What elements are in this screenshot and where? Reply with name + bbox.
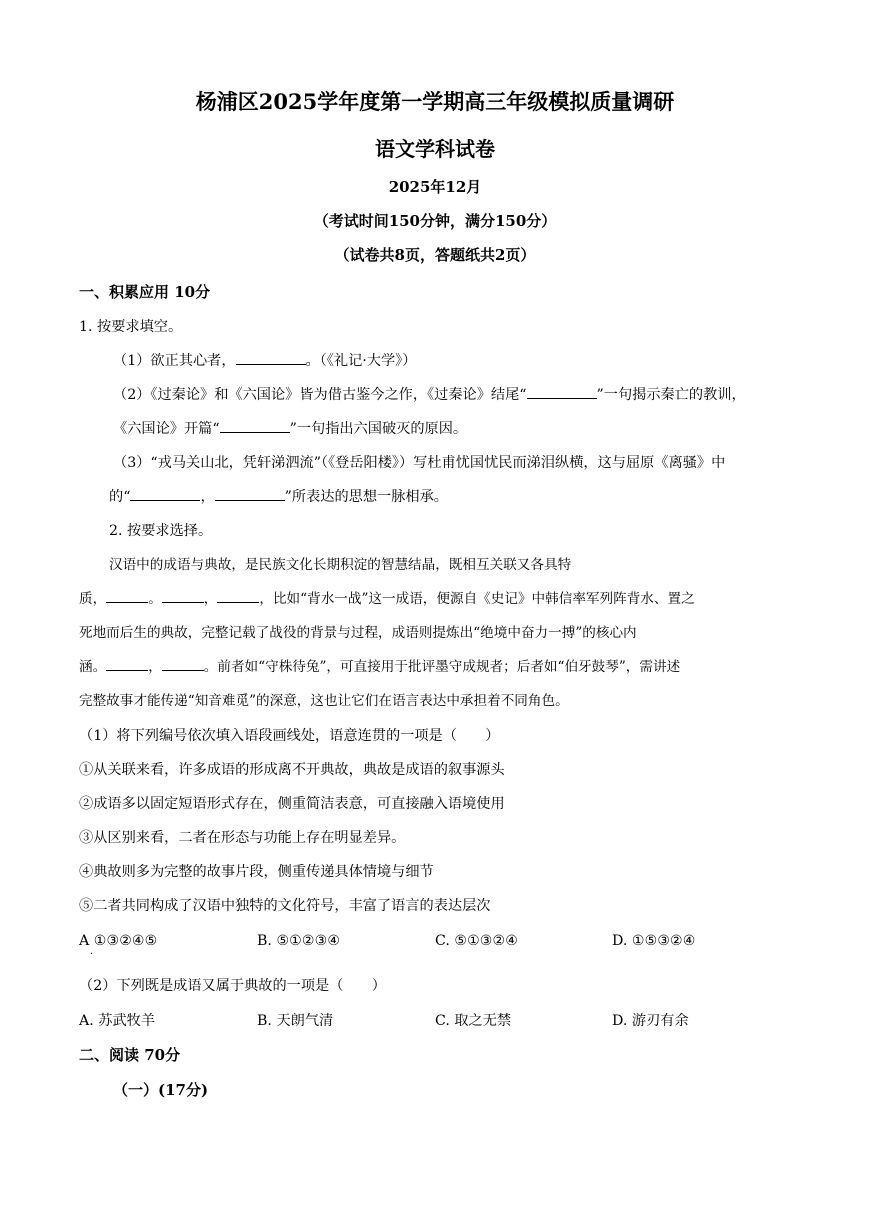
q2-sub1-option-d[interactable]: D. ①⑤③②④ [612,933,696,949]
q2-sub2-stem: （2）下列既是成语又属于典故的一项是（ ） [79,978,386,994]
q2-passage-4c: 。前者如“守株待兔”，可直接用于批评墨守成规者；后者如“伯牙鼓琴”，需讲述 [203,659,681,675]
q1-label: 1. 按要求填空。 [79,319,183,335]
q2-sub1-item: ③从区别来看，二者在形态与功能上存在明显差异。 [79,830,406,846]
blank-line[interactable] [527,385,597,399]
q2-sub1-option-b[interactable]: B. ⑤①②③④ [257,933,341,949]
q2-passage-2c: ， [203,591,218,607]
q1-item2-text-d: ”一句指出六国破灭的原因。 [289,421,468,437]
q2-passage-4a: 涵。 [79,659,107,675]
q2-passage-line5: 完整故事才能传递“知音难觅”的深意，这也让它们在语言表达中承担着不同角色。 [79,693,569,709]
q1-item3-text-b: 的“ [109,489,131,505]
blank-line[interactable] [217,589,259,603]
q2-sub2-option-a[interactable]: A. 苏武牧羊 [79,1013,156,1029]
q2-sub1-item: ⑤二者共同构成了汉语中独特的文化符号，丰富了语言的表达层次 [79,898,491,914]
exam-pages-info: （试卷共8页，答题纸共2页） [334,246,536,264]
blank-line[interactable] [162,589,204,603]
q2-passage-2a: 质， [79,591,107,607]
q1-item3-line1: （3）“戎马关山北，凭轩涕泗流”（《登岳阳楼》）写杜甫忧国忧民而涕泪纵横，这与屈原《离骚》中 [113,455,726,471]
exam-time-info: （考试时间150分钟，满分150分） [313,212,557,230]
q2-passage-line4 [79,657,680,677]
q1-item3-text-c: ， [200,489,215,505]
q2-sub2-option-c[interactable]: C. 取之无禁 [435,1013,512,1029]
q2-label: 2. 按要求选择。 [109,523,213,539]
section2-heading: 二、阅读 70分 [79,1046,181,1064]
q1-item3-text-d: ”所表达的思想一脉相承。 [284,489,448,505]
q2-sub2-option-d[interactable]: D. 游刃有余 [612,1013,689,1029]
blank-line[interactable] [130,487,200,501]
q2-sub1-stem: （1）将下列编号依次填入语段画线处，语意连贯的一项是（ ） [79,728,500,744]
q1-item1-text-b: 。（《礼记·大学》） [305,353,417,369]
q1-item2-line2 [113,419,467,439]
q1-item3-line2 [109,487,448,507]
emphasis-dot: · [90,949,94,960]
section1-heading: 一、积累应用 10分 [79,283,211,301]
blank-line[interactable] [106,589,148,603]
q2-sub1-item: ①从关联来看，许多成语的形成离不开典故，典故是成语的叙事源头 [79,762,505,778]
q2-sub1-item: ②成语多以固定短语形式存在，侧重简洁表意，可直接融入语境使用 [79,796,505,812]
q2-passage-line1: 汉语中的成语与典故，是民族文化长期积淀的智慧结晶，既相互关联又各具特 [109,557,572,573]
q2-sub2-option-b[interactable]: B. 天朗气清 [257,1013,334,1029]
exam-title: 杨浦区2025学年度第一学期高三年级模拟质量调研 [195,89,675,114]
blank-line[interactable] [106,657,148,671]
q2-passage-2b: 。 [148,591,162,607]
q1-item1 [113,351,416,371]
q2-passage-4b: ， [148,659,162,675]
q1-item2-line1 [113,385,746,405]
q2-sub1-option-a[interactable]: A ①③②④⑤ [79,933,158,949]
q1-item2-text-c: 《六国论》开篇“ [113,421,220,437]
blank-line[interactable] [215,487,285,501]
q2-passage-2d: ，比如“背水一战”这一成语，便源自《史记》中韩信率军列阵背水、置之 [259,591,695,607]
q2-sub1-option-c[interactable]: C. ⑤①③②④ [435,933,518,949]
blank-line[interactable] [236,351,306,365]
blank-line[interactable] [220,419,290,433]
exam-subtitle: 语文学科试卷 [375,137,495,161]
q2-passage-line3: 死地而后生的典故，完整记载了战役的背景与过程，成语则提炼出“绝境中奋力一搏”的核心内 [79,625,637,641]
section2-part1-heading: （一）(17分) [113,1081,209,1099]
q1-item1-text-a: （1）欲正其心者， [113,353,236,369]
q1-item2-text-b: ”一句揭示秦亡的教训， [596,387,746,403]
q1-item2-text-a: （2）《过秦论》和《六国论》皆为借古鉴今之作，《过秦论》结尾“ [113,387,527,403]
q2-passage-line2 [79,589,695,609]
exam-date: 2025年12月 [388,178,482,196]
q2-sub1-item: ④典故则多为完整的故事片段，侧重传递具体情境与细节 [79,864,434,880]
blank-line[interactable] [162,657,204,671]
